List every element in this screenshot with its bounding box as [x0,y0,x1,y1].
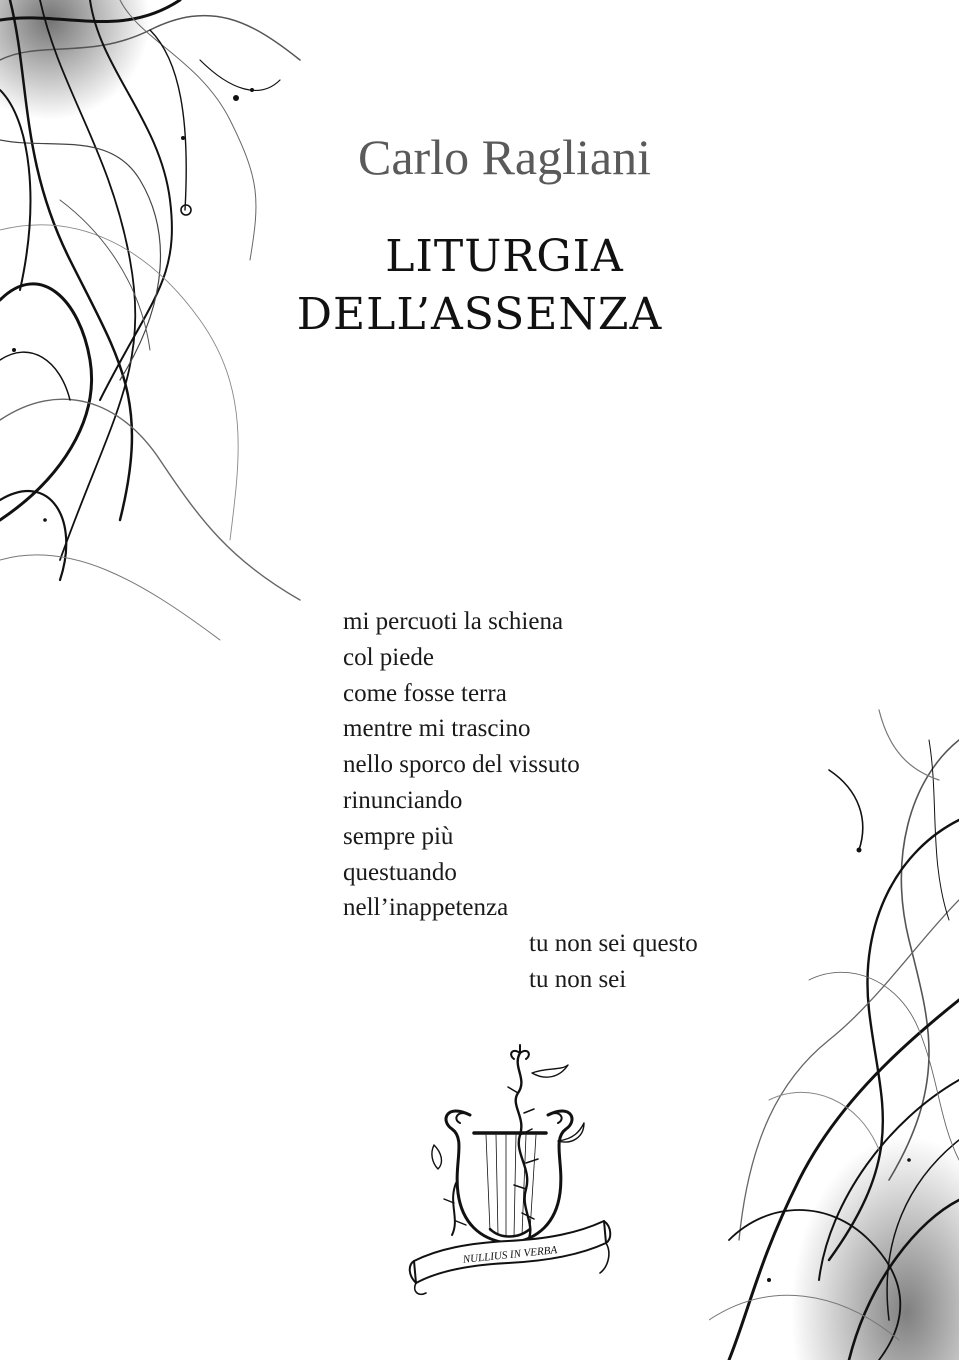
ink-swirl-bottom-right-decoration [709,680,959,1360]
poem-line: col piede [343,643,434,671]
poem-line: nello sporco del vissuto [343,751,580,779]
poem-line: come fosse terra [343,679,507,707]
poem-line: rinunciando [343,786,463,814]
poem [343,604,698,998]
poem-line: sempre più [343,822,454,850]
poem-line: mentre mi trascino [343,715,531,743]
poem-indented-line: tu non sei [529,965,627,993]
book-title [0,228,959,344]
poem-indented-line: tu non sei questo [529,930,698,958]
poem-line: questuando [343,858,457,886]
book-title-line: DELL’ASSENZA [296,289,663,340]
author-name: Carlo Ragliani [358,129,651,185]
book-title-line: LITURGIA [385,231,624,282]
emblem-motto: NULLIUS IN VERBA [462,1244,558,1266]
poem-line: mi percuoti la schiena [343,608,564,635]
poem-line: nell’inappetenza [343,894,509,922]
lyre-with-thorny-vine-icon [408,1043,613,1298]
